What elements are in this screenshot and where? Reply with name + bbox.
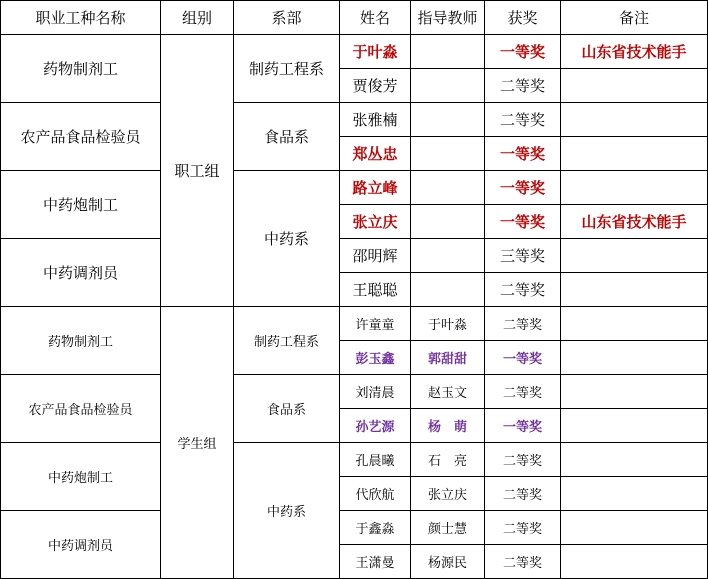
note-cell (561, 307, 708, 341)
note-cell (561, 375, 708, 409)
award-cell: 一等奖 (485, 171, 561, 205)
name-cell: 王潇曼 (340, 545, 411, 579)
header-award: 获奖 (485, 1, 561, 35)
header-occupation: 职业工种名称 (1, 1, 161, 35)
occupation-cell: 中药炮制工 (1, 171, 161, 239)
note-cell (561, 171, 708, 205)
teacher-cell: 杨源民 (411, 545, 485, 579)
table-row (1, 511, 708, 545)
teacher-cell (411, 69, 485, 103)
department-cell: 中药系 (234, 171, 340, 307)
teacher-cell: 杨 萌 (411, 409, 485, 443)
award-cell: 三等奖 (485, 239, 561, 273)
header-teacher: 指导教师 (411, 1, 485, 35)
occupation-cell: 农产品食品检验员 (1, 103, 161, 171)
note-cell (561, 477, 708, 511)
department-cell: 制药工程系 (234, 35, 340, 103)
teacher-cell: 郭甜甜 (411, 341, 485, 375)
teacher-cell (411, 205, 485, 239)
teacher-cell: 颜士慧 (411, 511, 485, 545)
department-cell: 中药系 (234, 443, 340, 579)
name-cell: 孔晨曦 (340, 443, 411, 477)
award-cell: 二等奖 (485, 273, 561, 307)
teacher-cell: 石 亮 (411, 443, 485, 477)
name-cell: 张立庆 (340, 205, 411, 239)
name-cell: 邵明辉 (340, 239, 411, 273)
award-cell: 一等奖 (485, 205, 561, 239)
teacher-cell (411, 103, 485, 137)
award-cell: 一等奖 (485, 137, 561, 171)
header-name: 姓名 (340, 1, 411, 35)
header-department: 系部 (234, 1, 340, 35)
table-row (1, 103, 708, 137)
teacher-cell (411, 239, 485, 273)
department-cell: 食品系 (234, 103, 340, 171)
name-cell: 于叶淼 (340, 35, 411, 69)
name-cell: 王聪聪 (340, 273, 411, 307)
table-row (1, 307, 708, 341)
award-cell: 二等奖 (485, 69, 561, 103)
occupation-cell: 药物制剂工 (1, 35, 161, 103)
note-cell (561, 341, 708, 375)
name-cell: 贾俊芳 (340, 69, 411, 103)
note-cell (561, 409, 708, 443)
award-cell: 二等奖 (485, 307, 561, 341)
department-cell: 制药工程系 (234, 307, 340, 375)
table-row (1, 375, 708, 409)
department-cell: 食品系 (234, 375, 340, 443)
teacher-cell: 张立庆 (411, 477, 485, 511)
note-cell: 山东省技术能手 (561, 35, 708, 69)
note-cell (561, 443, 708, 477)
name-cell: 路立峰 (340, 171, 411, 205)
name-cell: 彭玉鑫 (340, 341, 411, 375)
award-cell: 二等奖 (485, 443, 561, 477)
header-row (1, 1, 708, 35)
table-row (1, 35, 708, 69)
note-cell: 山东省技术能手 (561, 205, 708, 239)
note-cell (561, 545, 708, 579)
note-cell (561, 239, 708, 273)
award-cell: 一等奖 (485, 35, 561, 69)
award-cell: 二等奖 (485, 375, 561, 409)
teacher-cell: 于叶淼 (411, 307, 485, 341)
teacher-cell (411, 137, 485, 171)
teacher-cell: 赵玉文 (411, 375, 485, 409)
table-row (1, 239, 708, 273)
award-cell: 一等奖 (485, 341, 561, 375)
table-row (1, 171, 708, 205)
occupation-cell: 中药炮制工 (1, 443, 161, 511)
group-cell: 职工组 (161, 35, 234, 307)
award-cell: 二等奖 (485, 511, 561, 545)
note-cell (561, 103, 708, 137)
name-cell: 孙艺源 (340, 409, 411, 443)
occupation-cell: 中药调剂员 (1, 239, 161, 307)
award-cell: 一等奖 (485, 409, 561, 443)
group-cell: 学生组 (161, 307, 234, 579)
teacher-cell (411, 171, 485, 205)
occupation-cell: 中药调剂员 (1, 511, 161, 579)
name-cell: 许童童 (340, 307, 411, 341)
name-cell: 代欣航 (340, 477, 411, 511)
occupation-cell: 农产品食品检验员 (1, 375, 161, 443)
note-cell (561, 273, 708, 307)
name-cell: 郑丛忠 (340, 137, 411, 171)
teacher-cell (411, 273, 485, 307)
teacher-cell (411, 35, 485, 69)
header-note: 备注 (561, 1, 708, 35)
award-cell: 二等奖 (485, 103, 561, 137)
header-group: 组别 (161, 1, 234, 35)
award-cell: 二等奖 (485, 545, 561, 579)
name-cell: 刘清晨 (340, 375, 411, 409)
award-cell: 二等奖 (485, 477, 561, 511)
occupation-cell: 药物制剂工 (1, 307, 161, 375)
name-cell: 张雅楠 (340, 103, 411, 137)
table-row (1, 443, 708, 477)
note-cell (561, 511, 708, 545)
note-cell (561, 69, 708, 103)
name-cell: 于鑫淼 (340, 511, 411, 545)
note-cell (561, 137, 708, 171)
